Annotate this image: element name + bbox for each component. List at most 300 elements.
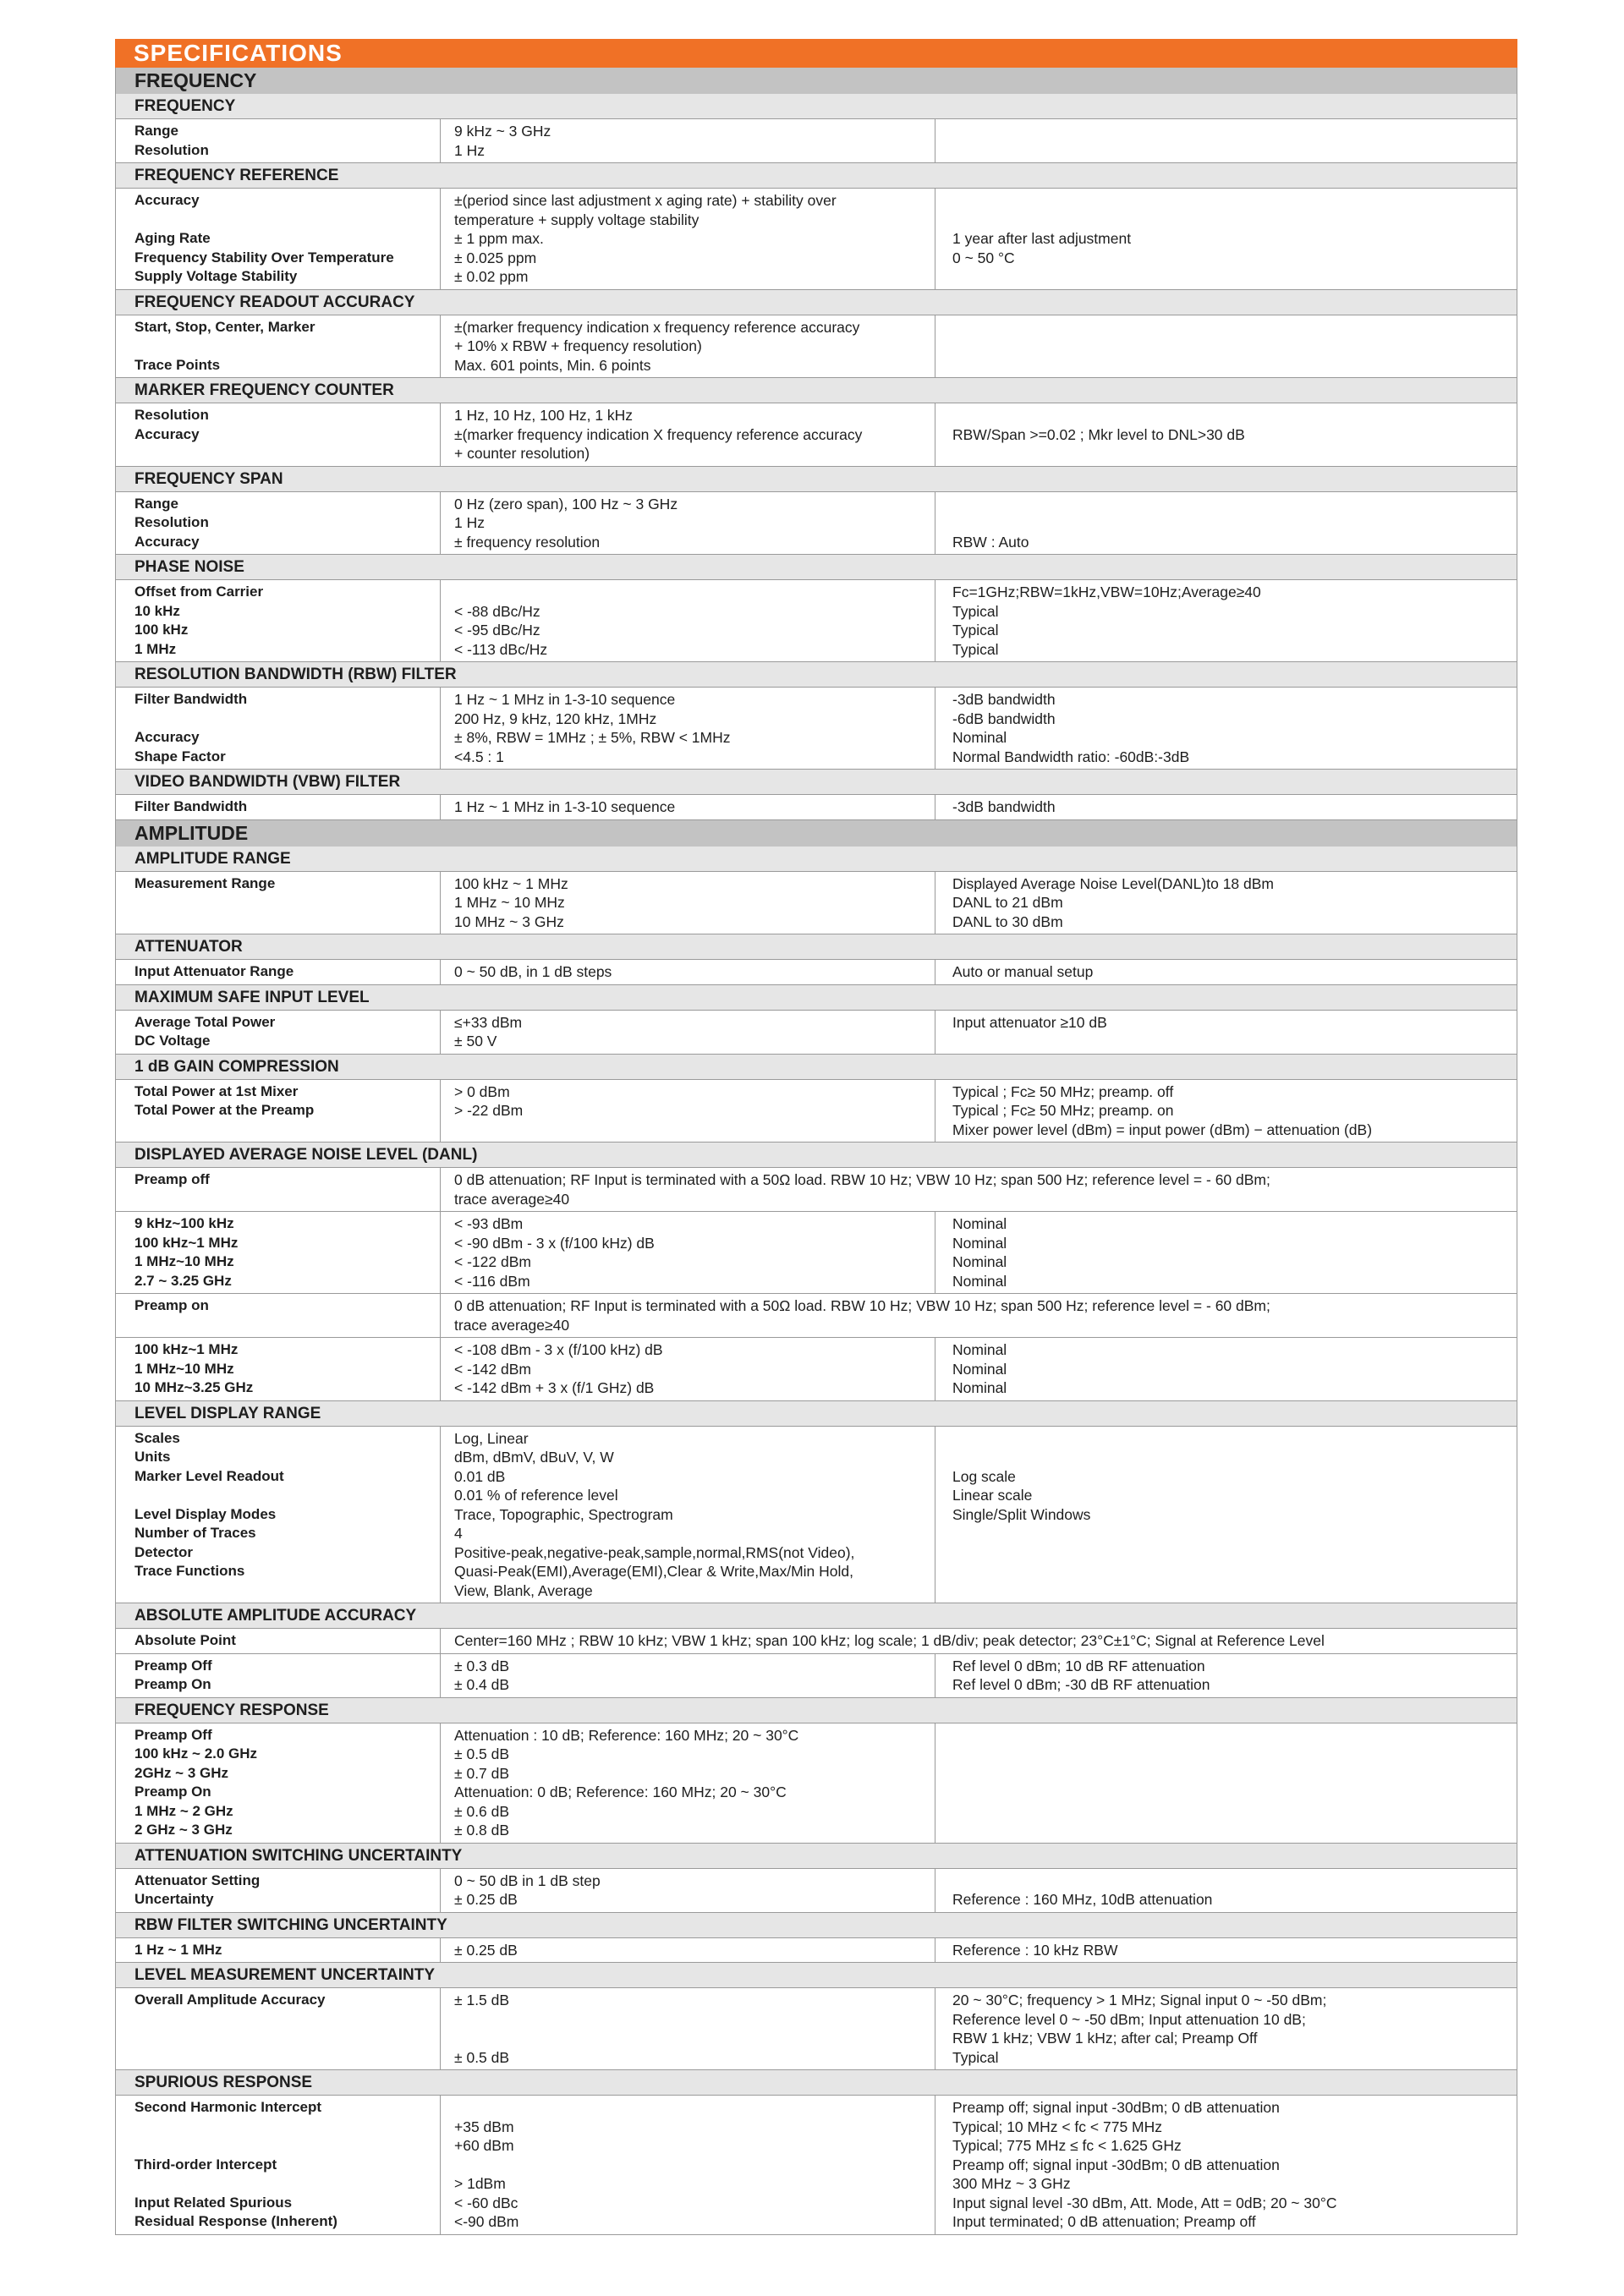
group-heading: DISPLAYED AVERAGE NOISE LEVEL (DANL) bbox=[115, 1143, 1517, 1168]
spec-line: Nominal bbox=[952, 1272, 1007, 1290]
spec-row bbox=[115, 403, 1517, 467]
spec-value-cell bbox=[440, 1168, 1517, 1211]
spec-line: < -142 dBm + 3 x (f/1 GHz) dB bbox=[454, 1379, 655, 1396]
spec-line: trace average≥40 bbox=[454, 1316, 570, 1334]
spec-line: Accuracy bbox=[134, 533, 200, 550]
spec-line: < -90 dBm - 3 x (f/100 kHz) dB bbox=[454, 1234, 655, 1252]
spec-note-cell bbox=[935, 189, 1517, 289]
group-heading: 1 dB GAIN COMPRESSION bbox=[115, 1055, 1517, 1080]
spec-line: Typical bbox=[952, 640, 999, 658]
spec-line: < -93 dBm bbox=[454, 1215, 524, 1232]
spec-line bbox=[134, 444, 435, 463]
spec-line: Attenuation : 10 dB; Reference: 160 MHz; 20 ~ 30°C bbox=[454, 1726, 799, 1744]
spec-row bbox=[115, 1654, 1517, 1698]
spec-note-cell bbox=[935, 1869, 1517, 1912]
spec-line bbox=[952, 1429, 1512, 1449]
spec-line: ± 0.4 dB bbox=[454, 1676, 510, 1693]
spec-row bbox=[115, 1938, 1517, 1964]
spec-line: Preamp on bbox=[134, 1297, 209, 1313]
spec-note-cell bbox=[935, 403, 1517, 466]
spec-line: 100 kHz ~ 2.0 GHz bbox=[134, 1745, 258, 1762]
spec-label-cell bbox=[116, 315, 440, 378]
spec-line: Accuracy bbox=[134, 425, 200, 442]
spec-line: 10 kHz bbox=[134, 602, 180, 619]
spec-row bbox=[115, 795, 1517, 820]
spec-line: Resolution bbox=[134, 141, 209, 158]
spec-row bbox=[115, 1723, 1517, 1844]
spec-line: 10 MHz ~ 3 GHz bbox=[454, 912, 564, 930]
spec-line: 1 MHz~10 MHz bbox=[134, 1253, 234, 1269]
spec-line: Absolute Point bbox=[134, 1632, 236, 1648]
spec-line: ± 1 ppm max. bbox=[454, 230, 544, 247]
spec-label-cell bbox=[116, 1988, 440, 2069]
section-heading: AMPLITUDE bbox=[115, 820, 1517, 847]
spec-line: +60 dBm bbox=[454, 2137, 514, 2154]
spec-line bbox=[952, 1581, 1512, 1601]
spec-line: Level Display Modes bbox=[134, 1505, 277, 1522]
spec-line: Total Power at 1st Mixer bbox=[134, 1082, 299, 1099]
spec-row bbox=[115, 872, 1517, 935]
spec-line: RBW : Auto bbox=[952, 533, 1029, 551]
spec-line: Nominal bbox=[952, 1341, 1007, 1358]
spec-line: 200 Hz, 9 kHz, 120 kHz, 1MHz bbox=[454, 710, 657, 727]
spec-value-cell bbox=[440, 580, 935, 661]
spec-line: 100 kHz ~ 1 MHz bbox=[454, 874, 568, 892]
spec-line: < -88 dBc/Hz bbox=[454, 602, 540, 620]
spec-line: Attenuator Setting bbox=[134, 1871, 261, 1888]
spec-line: Attenuation: 0 dB; Reference: 160 MHz; 20 ~ 30°C bbox=[454, 1784, 787, 1800]
spec-line: Filter Bandwidth bbox=[134, 798, 248, 814]
spec-line: 1 Hz ~ 1 MHz in 1-3-10 sequence bbox=[454, 691, 676, 708]
spec-row bbox=[115, 189, 1517, 290]
spec-note-cell bbox=[935, 688, 1517, 769]
spec-note-cell bbox=[935, 1338, 1517, 1400]
spec-line bbox=[134, 2010, 435, 2030]
spec-line: Reference level 0 ~ -50 dBm; Input attenuation 10 dB; bbox=[952, 2010, 1306, 2028]
spec-line: ±(marker frequency indication x frequency reference accuracy bbox=[454, 318, 860, 336]
spec-line bbox=[952, 356, 1512, 375]
spec-line: < -142 dBm bbox=[454, 1360, 531, 1378]
spec-label-cell bbox=[116, 688, 440, 769]
spec-row bbox=[115, 1294, 1517, 1338]
spec-line: Nominal bbox=[952, 1379, 1007, 1396]
spec-line: Number of Traces bbox=[134, 1525, 256, 1541]
spec-line: > -22 dBm bbox=[454, 1102, 524, 1119]
spec-note-cell bbox=[935, 1080, 1517, 1143]
spec-value-cell bbox=[440, 2096, 935, 2234]
spec-line bbox=[134, 1486, 435, 1505]
spec-line bbox=[952, 122, 1512, 141]
spec-value-cell bbox=[440, 119, 935, 162]
spec-line bbox=[952, 1562, 1512, 1581]
spec-line: Typical bbox=[952, 602, 999, 620]
spec-label-cell bbox=[116, 119, 440, 162]
spec-note-cell bbox=[935, 315, 1517, 378]
spec-line: Linear scale bbox=[952, 1487, 1033, 1504]
spec-line bbox=[952, 318, 1512, 337]
spec-line: Total Power at the Preamp bbox=[134, 1102, 315, 1118]
spec-value-cell bbox=[440, 1654, 935, 1697]
spec-line: Third-order Intercept bbox=[134, 2156, 277, 2173]
spec-line: Fc=1GHz;RBW=1kHz,VBW=10Hz;Average≥40 bbox=[952, 584, 1261, 600]
spec-row bbox=[115, 1168, 1517, 1212]
spec-line bbox=[952, 1783, 1512, 1802]
spec-line: Max. 601 points, Min. 6 points bbox=[454, 356, 651, 374]
spec-row bbox=[115, 1011, 1517, 1055]
spec-line: Frequency Stability Over Temperature bbox=[134, 249, 394, 266]
spec-line: ± 0.6 dB bbox=[454, 1802, 510, 1820]
spec-line bbox=[952, 1726, 1512, 1745]
spec-line bbox=[952, 1032, 1512, 1051]
spec-line: ± 0.25 dB bbox=[454, 1941, 518, 1959]
spec-line: dBm, dBmV, dBuV, V, W bbox=[454, 1449, 614, 1466]
spec-value-cell bbox=[440, 1869, 935, 1912]
spec-label-cell bbox=[116, 189, 440, 289]
spec-row bbox=[115, 1427, 1517, 1604]
spec-line: Single/Split Windows bbox=[952, 1505, 1091, 1523]
group-heading: AMPLITUDE RANGE bbox=[115, 847, 1517, 872]
spec-value-cell bbox=[440, 1988, 935, 2069]
spec-line: 2 GHz ~ 3 GHz bbox=[134, 1822, 233, 1838]
spec-line: DC Voltage bbox=[134, 1033, 211, 1049]
spec-label-cell bbox=[116, 1629, 440, 1653]
spec-label-cell bbox=[116, 1938, 440, 1963]
spec-note-cell bbox=[935, 872, 1517, 934]
spec-row bbox=[115, 1869, 1517, 1913]
spec-line: Scales bbox=[134, 1429, 180, 1446]
spec-line: < -95 dBc/Hz bbox=[454, 622, 540, 638]
spec-line bbox=[952, 1448, 1512, 1467]
spec-line: DANL to 30 dBm bbox=[952, 912, 1063, 930]
spec-label-cell bbox=[116, 1654, 440, 1697]
spec-line bbox=[952, 337, 1512, 356]
spec-line bbox=[134, 2136, 435, 2156]
spec-line bbox=[134, 1316, 435, 1335]
spec-line: Log, Linear bbox=[454, 1429, 529, 1447]
spec-line: Auto or manual setup bbox=[952, 963, 1094, 980]
spec-line: 0 Hz (zero span), 100 Hz ~ 3 GHz bbox=[454, 495, 678, 512]
group-heading: LEVEL MEASUREMENT UNCERTAINTY bbox=[115, 1963, 1517, 1988]
spec-line: Range bbox=[134, 123, 178, 139]
spec-note-cell bbox=[935, 1988, 1517, 2069]
spec-label-cell bbox=[116, 492, 440, 555]
spec-value-cell bbox=[440, 189, 935, 289]
spec-line: Trace Points bbox=[134, 356, 221, 373]
spec-line: ± 0.5 dB bbox=[454, 1745, 510, 1762]
spec-line: 2GHz ~ 3 GHz bbox=[134, 1764, 229, 1781]
spec-line bbox=[134, 710, 435, 729]
spec-line: ± 0.25 dB bbox=[454, 1891, 518, 1908]
spec-line bbox=[952, 211, 1512, 230]
spec-line: Preamp off; signal input -30dBm; 0 dB attenuation bbox=[952, 2099, 1280, 2116]
spec-line: DANL to 21 dBm bbox=[952, 894, 1063, 911]
spec-line bbox=[952, 267, 1512, 287]
spec-line: ± 0.02 ppm bbox=[454, 268, 529, 285]
spec-line: 0.01 dB bbox=[454, 1467, 506, 1485]
spec-line: 300 MHz ~ 3 GHz bbox=[952, 2175, 1071, 2192]
spec-value-cell bbox=[440, 1294, 1517, 1337]
spec-note-cell bbox=[935, 795, 1517, 819]
spec-line: Filter Bandwidth bbox=[134, 691, 248, 707]
spec-value-cell bbox=[440, 960, 935, 984]
spec-value-cell bbox=[440, 688, 935, 769]
spec-label-cell bbox=[116, 1869, 440, 1912]
spec-label-cell bbox=[116, 1723, 440, 1843]
group-heading: ATTENUATOR bbox=[115, 934, 1517, 960]
spec-line: Nominal bbox=[952, 1234, 1007, 1252]
spec-line bbox=[134, 2174, 435, 2194]
spec-line: ± 50 V bbox=[454, 1033, 497, 1049]
spec-line: Resolution bbox=[134, 514, 209, 530]
spec-line: > 0 dBm bbox=[454, 1082, 510, 1100]
spec-row bbox=[115, 1212, 1517, 1294]
spec-value-cell bbox=[440, 1629, 1517, 1653]
spec-line: Displayed Average Noise Level(DANL)to 18 dBm bbox=[952, 874, 1275, 892]
spec-line bbox=[134, 337, 435, 356]
spec-line: Typical; 775 MHz ≤ fc < 1.625 GHz bbox=[952, 2137, 1182, 2154]
spec-line: Average Total Power bbox=[134, 1013, 276, 1030]
spec-line: Resolution bbox=[134, 407, 209, 423]
spec-line: <-90 dBm bbox=[454, 2213, 519, 2230]
spec-label-cell bbox=[116, 795, 440, 819]
spec-line: Normal Bandwidth ratio: -60dB:-3dB bbox=[952, 748, 1190, 765]
spec-line bbox=[952, 1524, 1512, 1543]
specifications-banner: SPECIFICATIONS bbox=[115, 39, 1517, 68]
spec-line: Uncertainty bbox=[134, 1891, 214, 1907]
spec-line bbox=[134, 2029, 435, 2048]
spec-label-cell bbox=[116, 872, 440, 934]
spec-line: Typical ; Fc≥ 50 MHz; preamp. off bbox=[952, 1082, 1174, 1100]
spec-line: -3dB bandwidth bbox=[952, 691, 1056, 708]
spec-line: Center=160 MHz ; RBW 10 kHz; VBW 1 kHz; span 100 kHz; log scale; 1 dB/div; peak detector; 23°C±1°C; Signal at Reference Level bbox=[454, 1632, 1325, 1649]
spec-value-cell bbox=[440, 1080, 935, 1143]
spec-line: 0 ~ 50 dB in 1 dB step bbox=[454, 1871, 601, 1889]
spec-line: Nominal bbox=[952, 1215, 1007, 1232]
spec-line: trace average≥40 bbox=[454, 1190, 570, 1208]
spec-line bbox=[454, 583, 930, 602]
spec-line: +35 dBm bbox=[454, 2118, 514, 2135]
spec-label-cell bbox=[116, 1011, 440, 1054]
spec-line bbox=[952, 444, 1512, 463]
group-heading: FREQUENCY READOUT ACCURACY bbox=[115, 290, 1517, 315]
spec-line bbox=[952, 513, 1512, 533]
spec-line bbox=[952, 1764, 1512, 1784]
spec-line: Reference : 160 MHz, 10dB attenuation bbox=[952, 1891, 1213, 1908]
spec-line: Ref level 0 dBm; -30 dB RF attenuation bbox=[952, 1676, 1210, 1693]
spec-line: 1 Hz bbox=[454, 514, 485, 531]
spec-line bbox=[134, 2048, 435, 2068]
spec-line: ±(marker frequency indication X frequency reference accuracy bbox=[454, 425, 863, 443]
spec-line: > 1dBm bbox=[454, 2175, 506, 2192]
spec-row bbox=[115, 315, 1517, 379]
group-heading: ATTENUATION SWITCHING UNCERTAINTY bbox=[115, 1844, 1517, 1869]
spec-row bbox=[115, 688, 1517, 770]
spec-line: Input signal level -30 dBm, Att. Mode, Att = 0dB; 20 ~ 30°C bbox=[952, 2194, 1337, 2211]
spec-line: -3dB bandwidth bbox=[952, 798, 1056, 815]
group-heading: RBW FILTER SWITCHING UNCERTAINTY bbox=[115, 1913, 1517, 1938]
spec-line: + 10% x RBW + frequency resolution) bbox=[454, 337, 702, 354]
spec-label-cell bbox=[116, 2096, 440, 2234]
spec-line: 1 Hz ~ 1 MHz in 1-3-10 sequence bbox=[454, 798, 676, 815]
spec-row bbox=[115, 492, 1517, 556]
spec-label-cell bbox=[116, 1212, 440, 1293]
spec-label-cell bbox=[116, 1168, 440, 1211]
spec-line: Mixer power level (dBm) = input power (dBm) − attenuation (dB) bbox=[952, 1121, 1373, 1138]
spec-line bbox=[134, 893, 435, 912]
spec-line: 1 Hz ~ 1 MHz bbox=[134, 1941, 222, 1958]
spec-line bbox=[952, 1745, 1512, 1764]
spec-line bbox=[134, 1190, 435, 1209]
spec-line bbox=[952, 1871, 1512, 1891]
spec-line bbox=[134, 211, 435, 230]
spec-line: Ref level 0 dBm; 10 dB RF attenuation bbox=[952, 1657, 1205, 1674]
spec-line bbox=[454, 2029, 930, 2048]
spec-line: < -60 dBc bbox=[454, 2194, 518, 2211]
spec-line: 2.7 ~ 3.25 GHz bbox=[134, 1272, 232, 1289]
spec-note-cell bbox=[935, 2096, 1517, 2234]
spec-line: 0.01 % of reference level bbox=[454, 1487, 618, 1504]
spec-note-cell bbox=[935, 1212, 1517, 1293]
spec-line: ± 0.3 dB bbox=[454, 1657, 510, 1674]
spec-note-cell bbox=[935, 492, 1517, 555]
spec-line bbox=[952, 141, 1512, 161]
spec-line: Preamp Off bbox=[134, 1726, 212, 1743]
spec-line: 0 dB attenuation; RF Input is terminated with a 50Ω load. RBW 10 Hz; VBW 10 Hz; span 500 Hz; reference level = - 60 dBm; bbox=[454, 1171, 1270, 1188]
spec-line bbox=[952, 406, 1512, 425]
spec-line: Measurement Range bbox=[134, 874, 276, 891]
spec-line: Reference : 10 kHz RBW bbox=[952, 1941, 1118, 1959]
spec-line bbox=[134, 1121, 435, 1140]
spec-sheet bbox=[115, 39, 1517, 2235]
spec-value-cell bbox=[440, 1723, 935, 1843]
spec-line: < -108 dBm - 3 x (f/100 kHz) dB bbox=[454, 1341, 663, 1358]
spec-line: Input Attenuator Range bbox=[134, 963, 294, 979]
spec-line: Positive-peak,negative-peak,sample,normal,RMS(not Video), bbox=[454, 1543, 855, 1561]
spec-note-cell bbox=[935, 1427, 1517, 1603]
spec-label-cell bbox=[116, 1080, 440, 1143]
spec-line: Typical bbox=[952, 622, 999, 638]
spec-label-cell bbox=[116, 403, 440, 466]
group-heading: FREQUENCY RESPONSE bbox=[115, 1698, 1517, 1723]
spec-line: Trace, Topographic, Spectrogram bbox=[454, 1505, 673, 1523]
spec-value-cell bbox=[440, 1938, 935, 1963]
spec-line: Range bbox=[134, 495, 178, 512]
spec-row bbox=[115, 2096, 1517, 2235]
group-heading: SPURIOUS RESPONSE bbox=[115, 2070, 1517, 2096]
spec-note-cell bbox=[935, 119, 1517, 162]
spec-line: ± 8%, RBW = 1MHz ; ± 5%, RBW < 1MHz bbox=[454, 729, 731, 746]
spec-line: 1 Hz, 10 Hz, 100 Hz, 1 kHz bbox=[454, 407, 634, 424]
spec-line: Typical ; Fc≥ 50 MHz; preamp. on bbox=[952, 1102, 1174, 1119]
spec-row bbox=[115, 1338, 1517, 1401]
spec-line: -6dB bandwidth bbox=[952, 710, 1056, 727]
spec-value-cell bbox=[440, 1011, 935, 1054]
spec-line: 100 kHz~1 MHz bbox=[134, 1234, 239, 1251]
spec-line: Aging Rate bbox=[134, 230, 211, 246]
group-heading: LEVEL DISPLAY RANGE bbox=[115, 1401, 1517, 1427]
spec-line: Preamp off; signal input -30dBm; 0 dB attenuation bbox=[952, 2156, 1280, 2173]
spec-line: Second Harmonic Intercept bbox=[134, 2099, 322, 2115]
spec-line: ± frequency resolution bbox=[454, 533, 601, 551]
spec-line bbox=[952, 1802, 1512, 1822]
spec-line: 10 MHz~3.25 GHz bbox=[134, 1379, 254, 1395]
spec-line: <4.5 : 1 bbox=[454, 748, 504, 765]
spec-line: ± 0.8 dB bbox=[454, 1822, 510, 1838]
spec-line: 0 ~ 50 dB, in 1 dB steps bbox=[454, 963, 612, 980]
spec-line: Preamp off bbox=[134, 1171, 210, 1187]
group-heading: MAXIMUM SAFE INPUT LEVEL bbox=[115, 985, 1517, 1011]
spec-line: 100 kHz bbox=[134, 622, 189, 638]
spec-line: Typical; 10 MHz < fc < 775 MHz bbox=[952, 2118, 1163, 2135]
spec-line: ±(period since last adjustment x aging rate) + stability over bbox=[454, 192, 837, 209]
spec-line: ± 0.7 dB bbox=[454, 1764, 510, 1782]
spec-line bbox=[454, 2098, 930, 2118]
spec-line: 1 MHz~10 MHz bbox=[134, 1360, 234, 1377]
spec-row bbox=[115, 960, 1517, 985]
spec-label-cell bbox=[116, 1294, 440, 1337]
spec-line: Residual Response (Inherent) bbox=[134, 2213, 337, 2229]
group-heading: RESOLUTION BANDWIDTH (RBW) FILTER bbox=[115, 662, 1517, 688]
spec-line bbox=[134, 912, 435, 932]
spec-line: Input terminated; 0 dB attenuation; Preamp off bbox=[952, 2213, 1256, 2230]
spec-line: 100 kHz~1 MHz bbox=[134, 1341, 239, 1357]
spec-line bbox=[952, 495, 1512, 514]
spec-line: < -122 dBm bbox=[454, 1253, 531, 1270]
spec-row bbox=[115, 1080, 1517, 1143]
spec-note-cell bbox=[935, 1011, 1517, 1054]
spec-line: Trace Functions bbox=[134, 1563, 245, 1579]
group-heading: ABSOLUTE AMPLITUDE ACCURACY bbox=[115, 1603, 1517, 1629]
spec-line: 1 year after last adjustment bbox=[952, 230, 1132, 247]
spec-note-cell bbox=[935, 580, 1517, 661]
spec-line bbox=[134, 2118, 435, 2137]
spec-line bbox=[134, 1581, 435, 1601]
spec-line: 9 kHz~100 kHz bbox=[134, 1215, 234, 1231]
spec-label-cell bbox=[116, 1427, 440, 1603]
spec-line: < -116 dBm bbox=[454, 1272, 530, 1290]
spec-line: Nominal bbox=[952, 1253, 1007, 1270]
spec-line: 0 ~ 50 °C bbox=[952, 249, 1015, 266]
spec-value-cell bbox=[440, 1212, 935, 1293]
spec-line: Quasi-Peak(EMI),Average(EMI),Clear & Write,Max/Min Hold, bbox=[454, 1563, 853, 1580]
spec-line: 1 Hz bbox=[454, 141, 485, 159]
spec-line: Offset from Carrier bbox=[134, 584, 264, 600]
spec-line: Accuracy bbox=[134, 192, 200, 208]
spec-line: ± 0.025 ppm bbox=[454, 249, 537, 266]
spec-line: temperature + supply voltage stability bbox=[454, 211, 700, 228]
spec-line: Accuracy bbox=[134, 729, 200, 745]
spec-note-cell bbox=[935, 1938, 1517, 1963]
group-heading: PHASE NOISE bbox=[115, 555, 1517, 580]
spec-label-cell bbox=[116, 960, 440, 984]
spec-value-cell bbox=[440, 492, 935, 555]
group-heading: VIDEO BANDWIDTH (VBW) FILTER bbox=[115, 770, 1517, 795]
spec-value-cell bbox=[440, 1427, 935, 1603]
spec-note-cell bbox=[935, 1723, 1517, 1843]
spec-line bbox=[454, 2010, 930, 2030]
spec-line: Supply Voltage Stability bbox=[134, 268, 298, 284]
spec-note-cell bbox=[935, 960, 1517, 984]
spec-line bbox=[454, 1121, 930, 1140]
spec-line: < -113 dBc/Hz bbox=[454, 640, 548, 658]
spec-line: RBW/Span >=0.02 ; Mkr level to DNL>30 dB bbox=[952, 425, 1245, 443]
spec-line: Preamp On bbox=[134, 1676, 211, 1692]
spec-value-cell bbox=[440, 315, 935, 378]
spec-value-cell bbox=[440, 872, 935, 934]
spec-line: Nominal bbox=[952, 1360, 1007, 1378]
spec-value-cell bbox=[440, 403, 935, 466]
group-heading: FREQUENCY SPAN bbox=[115, 467, 1517, 492]
